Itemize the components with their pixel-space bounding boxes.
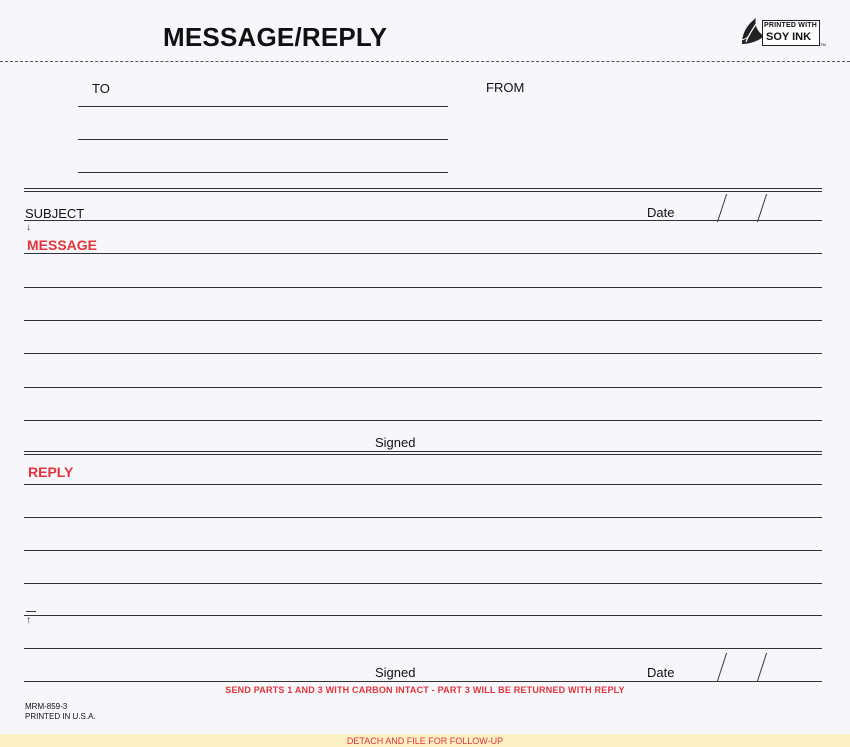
section-divider-reply (24, 451, 822, 455)
form-code: MRM-859-3 (25, 702, 68, 711)
date-slash-1 (717, 194, 727, 222)
reply-tick-mark (26, 611, 36, 612)
reply-line-5[interactable] (24, 615, 822, 616)
reply-line-3[interactable] (24, 550, 822, 551)
reply-heading: REPLY (28, 464, 74, 480)
soy-ink-badge (738, 12, 826, 48)
date-slash-4 (757, 653, 767, 681)
signed-label-reply: Signed (375, 665, 416, 680)
subject-line[interactable] (24, 220, 822, 221)
section-divider-top (24, 188, 822, 192)
reply-signature-line[interactable] (24, 681, 822, 682)
reply-line-2[interactable] (24, 517, 822, 518)
message-line-2[interactable] (24, 287, 822, 288)
perforation-line (0, 61, 850, 62)
message-line-1[interactable] (24, 253, 822, 254)
trademark-mark: TM (820, 42, 826, 47)
message-line-4[interactable] (24, 353, 822, 354)
reply-line-6[interactable] (24, 648, 822, 649)
soy-ink-top-text: PRINTED WITH (764, 22, 817, 29)
signed-label-message: Signed (375, 435, 416, 450)
detach-band (0, 734, 850, 747)
to-line-2[interactable] (78, 139, 448, 140)
date-label-message: Date (647, 205, 675, 220)
arrow-up-icon: ↑ (26, 615, 31, 626)
soy-ink-bottom-text: SOY INK (766, 31, 812, 43)
date-slash-3 (717, 653, 727, 681)
message-line-3[interactable] (24, 320, 822, 321)
to-line-3[interactable] (78, 172, 448, 173)
to-label: TO (92, 81, 110, 96)
subject-label: SUBJECT (25, 206, 85, 221)
message-line-6[interactable] (24, 420, 822, 421)
date-slash-2 (757, 194, 767, 222)
form-title: MESSAGE/REPLY (163, 22, 388, 52)
date-label-reply: Date (647, 665, 675, 680)
reply-line-4[interactable] (24, 583, 822, 584)
message-line-5[interactable] (24, 387, 822, 388)
detach-text: DETACH AND FILE FOR FOLLOW-UP (346, 736, 504, 746)
message-heading: MESSAGE (27, 237, 98, 253)
arrow-down-icon: ↓ (26, 222, 31, 233)
printed-in-label: PRINTED IN U.S.A. (25, 712, 96, 721)
to-line-1[interactable] (78, 106, 448, 107)
carbon-notice: SEND PARTS 1 AND 3 WITH CARBON INTACT - PART 3 WILL BE RETURNED WITH REPLY (225, 685, 625, 695)
reply-line-1[interactable] (24, 484, 822, 485)
from-label: FROM (486, 80, 525, 95)
